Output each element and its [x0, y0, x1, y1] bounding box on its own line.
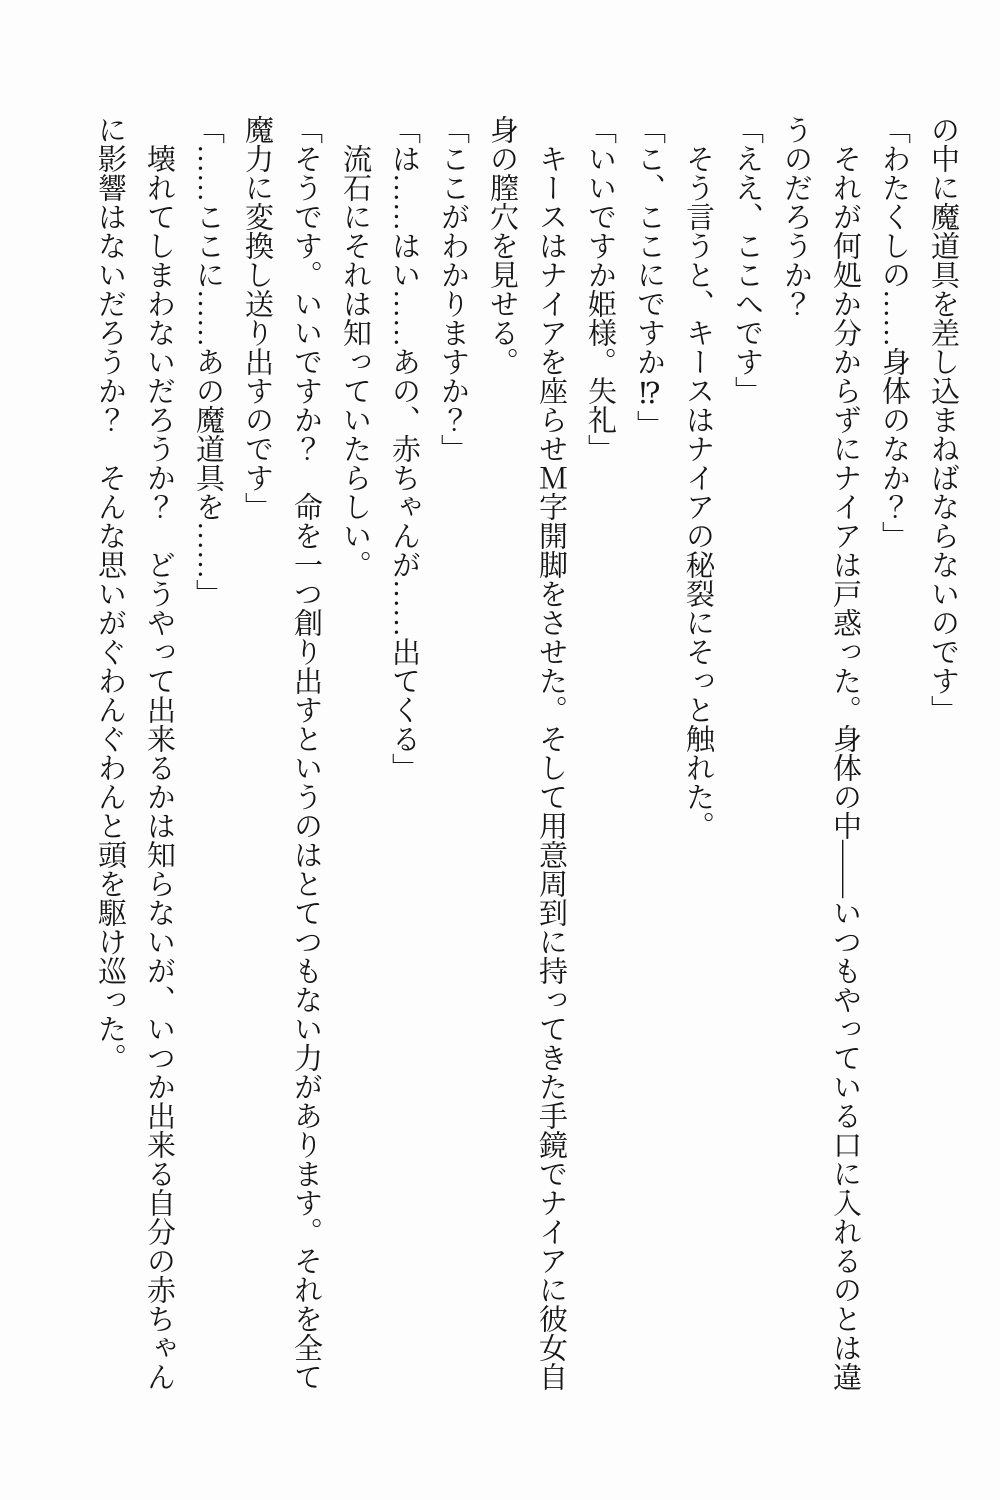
paragraph-dialogue: 「そうです。いいですか？ 命を一つ創り出すというのはとてつもない力があります。それを全て魔力に変換し送り出すのです」 — [241, 115, 322, 1391]
paragraph-narrative: 流石にそれは知っていたらしい。 — [339, 144, 371, 579]
paragraph-narrative: 壊れてしまわないだろうか？ どうやって出来るかは知らないが、いつか出来る自分の赤ちゃんに影響はないだろうか？ そんな思いがぐわんぐわんと頭を駆け巡った。 — [94, 115, 175, 1391]
paragraph-dialogue: 「……ここに……あの魔道具を……」 — [192, 115, 224, 608]
paragraph-narrative: キースはナイアを座らせＭ字開脚をさせた。そして用意周到に持ってきた手鏡でナイアに彼女自身の膣穴を見せる。 — [486, 115, 567, 1391]
novel-text-block — [83, 115, 967, 1391]
paragraph-narrative: そう言うと、キースはナイアの秘裂にそっと触れた。 — [682, 144, 714, 840]
paragraph-continuation: の中に魔道具を差し込まねばならないのです」 — [927, 115, 959, 724]
paragraph-dialogue: 「ここがわかりますか？」 — [437, 115, 469, 463]
paragraph-narrative: それが何処か分からずにナイアは戸惑った。身体の中――いつもやっている口に入れるのとは違うのだろうか？ — [780, 115, 861, 1391]
paragraph-dialogue: 「わたくしの……身体のなか？」 — [878, 115, 910, 550]
paragraph-dialogue: 「ええ、ここへです」 — [731, 115, 763, 405]
paragraph-dialogue: 「こ、ここにですか⁉」 — [633, 115, 665, 439]
paragraph-dialogue: 「は……はい……あの、赤ちゃんが……出てくる」 — [388, 115, 420, 782]
paragraph-dialogue: 「いいですか姫様。失礼」 — [584, 115, 616, 463]
